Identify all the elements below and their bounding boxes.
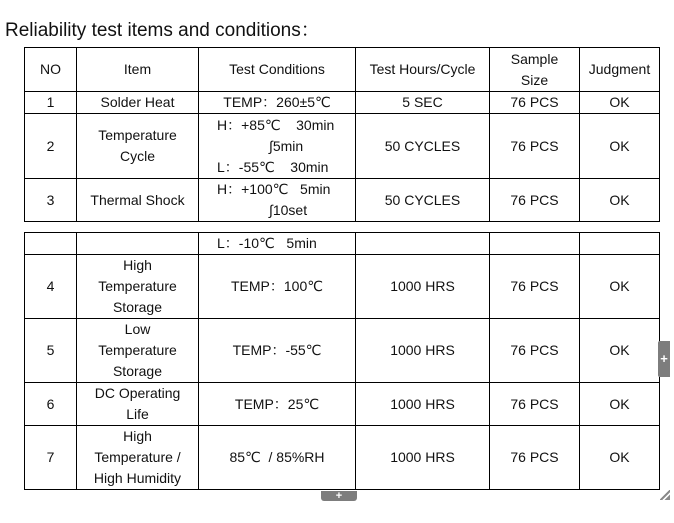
- cell-no: 2: [25, 114, 77, 179]
- reliability-table-part-2: [24, 232, 660, 490]
- cell-item-line: Storage: [112, 299, 163, 315]
- cell-item: [77, 383, 199, 426]
- cell-sample: 76 PCS: [490, 92, 580, 114]
- cell-item: Thermal Shock: [77, 179, 199, 222]
- cond-line: ∫10set: [269, 202, 308, 218]
- cell-sample: 76 PCS: [490, 179, 580, 222]
- table-row: [25, 319, 660, 383]
- header-sample-line2: Size: [520, 71, 549, 88]
- cell-hours: 1000 HRS: [356, 426, 490, 490]
- table-row: [25, 114, 660, 179]
- cell-conditions: [199, 233, 356, 255]
- table-header-row: [25, 48, 660, 92]
- cell-conditions: [199, 179, 356, 222]
- side-expand-button[interactable]: +: [658, 341, 670, 377]
- table-row: [25, 383, 660, 426]
- cell-conditions: TEMP：-55℃: [199, 319, 356, 383]
- cell-sample: 76 PCS: [490, 319, 580, 383]
- cell-item-line: High: [123, 257, 152, 273]
- cell-conditions: [199, 114, 356, 179]
- header-test-conditions: Test Conditions: [199, 48, 356, 92]
- cell-no: 7: [25, 426, 77, 490]
- table-row: [25, 179, 660, 222]
- cell-item-line: DC Operating: [94, 385, 181, 401]
- table-row: [25, 255, 660, 319]
- cell-sample: 76 PCS: [490, 426, 580, 490]
- cell-item: [77, 233, 199, 255]
- cell-judgment: OK: [580, 319, 660, 383]
- page-title: Reliability test items and conditions：: [5, 20, 320, 41]
- cell-sample: 76 PCS: [490, 114, 580, 179]
- cell-hours: 50 CYCLES: [356, 114, 490, 179]
- cell-item-line: Life: [126, 406, 149, 422]
- cell-item: [77, 426, 199, 490]
- cell-item-line: Cycle: [119, 148, 155, 164]
- resize-handle-icon[interactable]: [660, 490, 670, 500]
- cell-no: 5: [25, 319, 77, 383]
- table-row-continuation: [25, 233, 660, 255]
- cond-line: ∫5min: [269, 137, 304, 154]
- cell-conditions: TEMP：25℃: [199, 383, 356, 426]
- cell-item-line: Temperature: [98, 278, 177, 294]
- cell-no: [25, 233, 77, 255]
- table-row: [25, 92, 660, 114]
- header-no: NO: [25, 48, 77, 92]
- cell-hours: 50 CYCLES: [356, 179, 490, 222]
- cell-judgment: OK: [580, 255, 660, 319]
- table-row: [25, 426, 660, 490]
- cell-hours: 1000 HRS: [356, 255, 490, 319]
- cond-line: L：-10℃ 5min: [217, 235, 317, 251]
- cell-item-line: Storage: [112, 363, 163, 379]
- header-item: Item: [77, 48, 199, 92]
- cell-no: 3: [25, 179, 77, 222]
- cell-sample: 76 PCS: [490, 383, 580, 426]
- cell-hours: 1000 HRS: [356, 319, 490, 383]
- cell-conditions: TEMP：260±5℃: [199, 92, 356, 114]
- cell-item-line: Temperature: [98, 127, 177, 143]
- cell-judgment: [580, 233, 660, 255]
- cell-judgment: OK: [580, 114, 660, 179]
- cell-conditions: 85℃ / 85%RH: [199, 426, 356, 490]
- cell-judgment: OK: [580, 179, 660, 222]
- reliability-table-part-1: [24, 47, 660, 222]
- cell-item-line: Low: [124, 321, 151, 337]
- cell-no: 6: [25, 383, 77, 426]
- cell-no: 1: [25, 92, 77, 114]
- cell-judgment: OK: [580, 383, 660, 426]
- header-sample-size: [490, 48, 580, 92]
- cell-hours: 5 SEC: [356, 92, 490, 114]
- cond-line: H：+100℃ 5min: [217, 181, 331, 197]
- cell-sample: [490, 233, 580, 255]
- cell-item: Solder Heat: [77, 92, 199, 114]
- cell-item-line: Temperature: [98, 342, 177, 358]
- cond-line: L：-55℃ 30min: [217, 158, 329, 175]
- cell-sample: 76 PCS: [490, 255, 580, 319]
- cell-hours: 1000 HRS: [356, 383, 490, 426]
- cell-item: [77, 319, 199, 383]
- cell-item-line: High Humidity: [93, 470, 182, 486]
- header-judgment: Judgment: [580, 48, 660, 92]
- cell-judgment: OK: [580, 426, 660, 490]
- bottom-expand-button[interactable]: +: [321, 491, 357, 501]
- cond-line: H：+85℃ 30min: [217, 116, 335, 133]
- cell-item: [77, 114, 199, 179]
- header-sample-line1: Sample: [510, 50, 559, 67]
- cell-item-line: Temperature /: [94, 449, 181, 465]
- cell-no: 4: [25, 255, 77, 319]
- cell-item: [77, 255, 199, 319]
- cell-judgment: OK: [580, 92, 660, 114]
- cell-conditions: TEMP：100℃: [199, 255, 356, 319]
- cell-item-line: High: [123, 428, 152, 444]
- cell-hours: [356, 233, 490, 255]
- header-test-hours: Test Hours/Cycle: [356, 48, 490, 92]
